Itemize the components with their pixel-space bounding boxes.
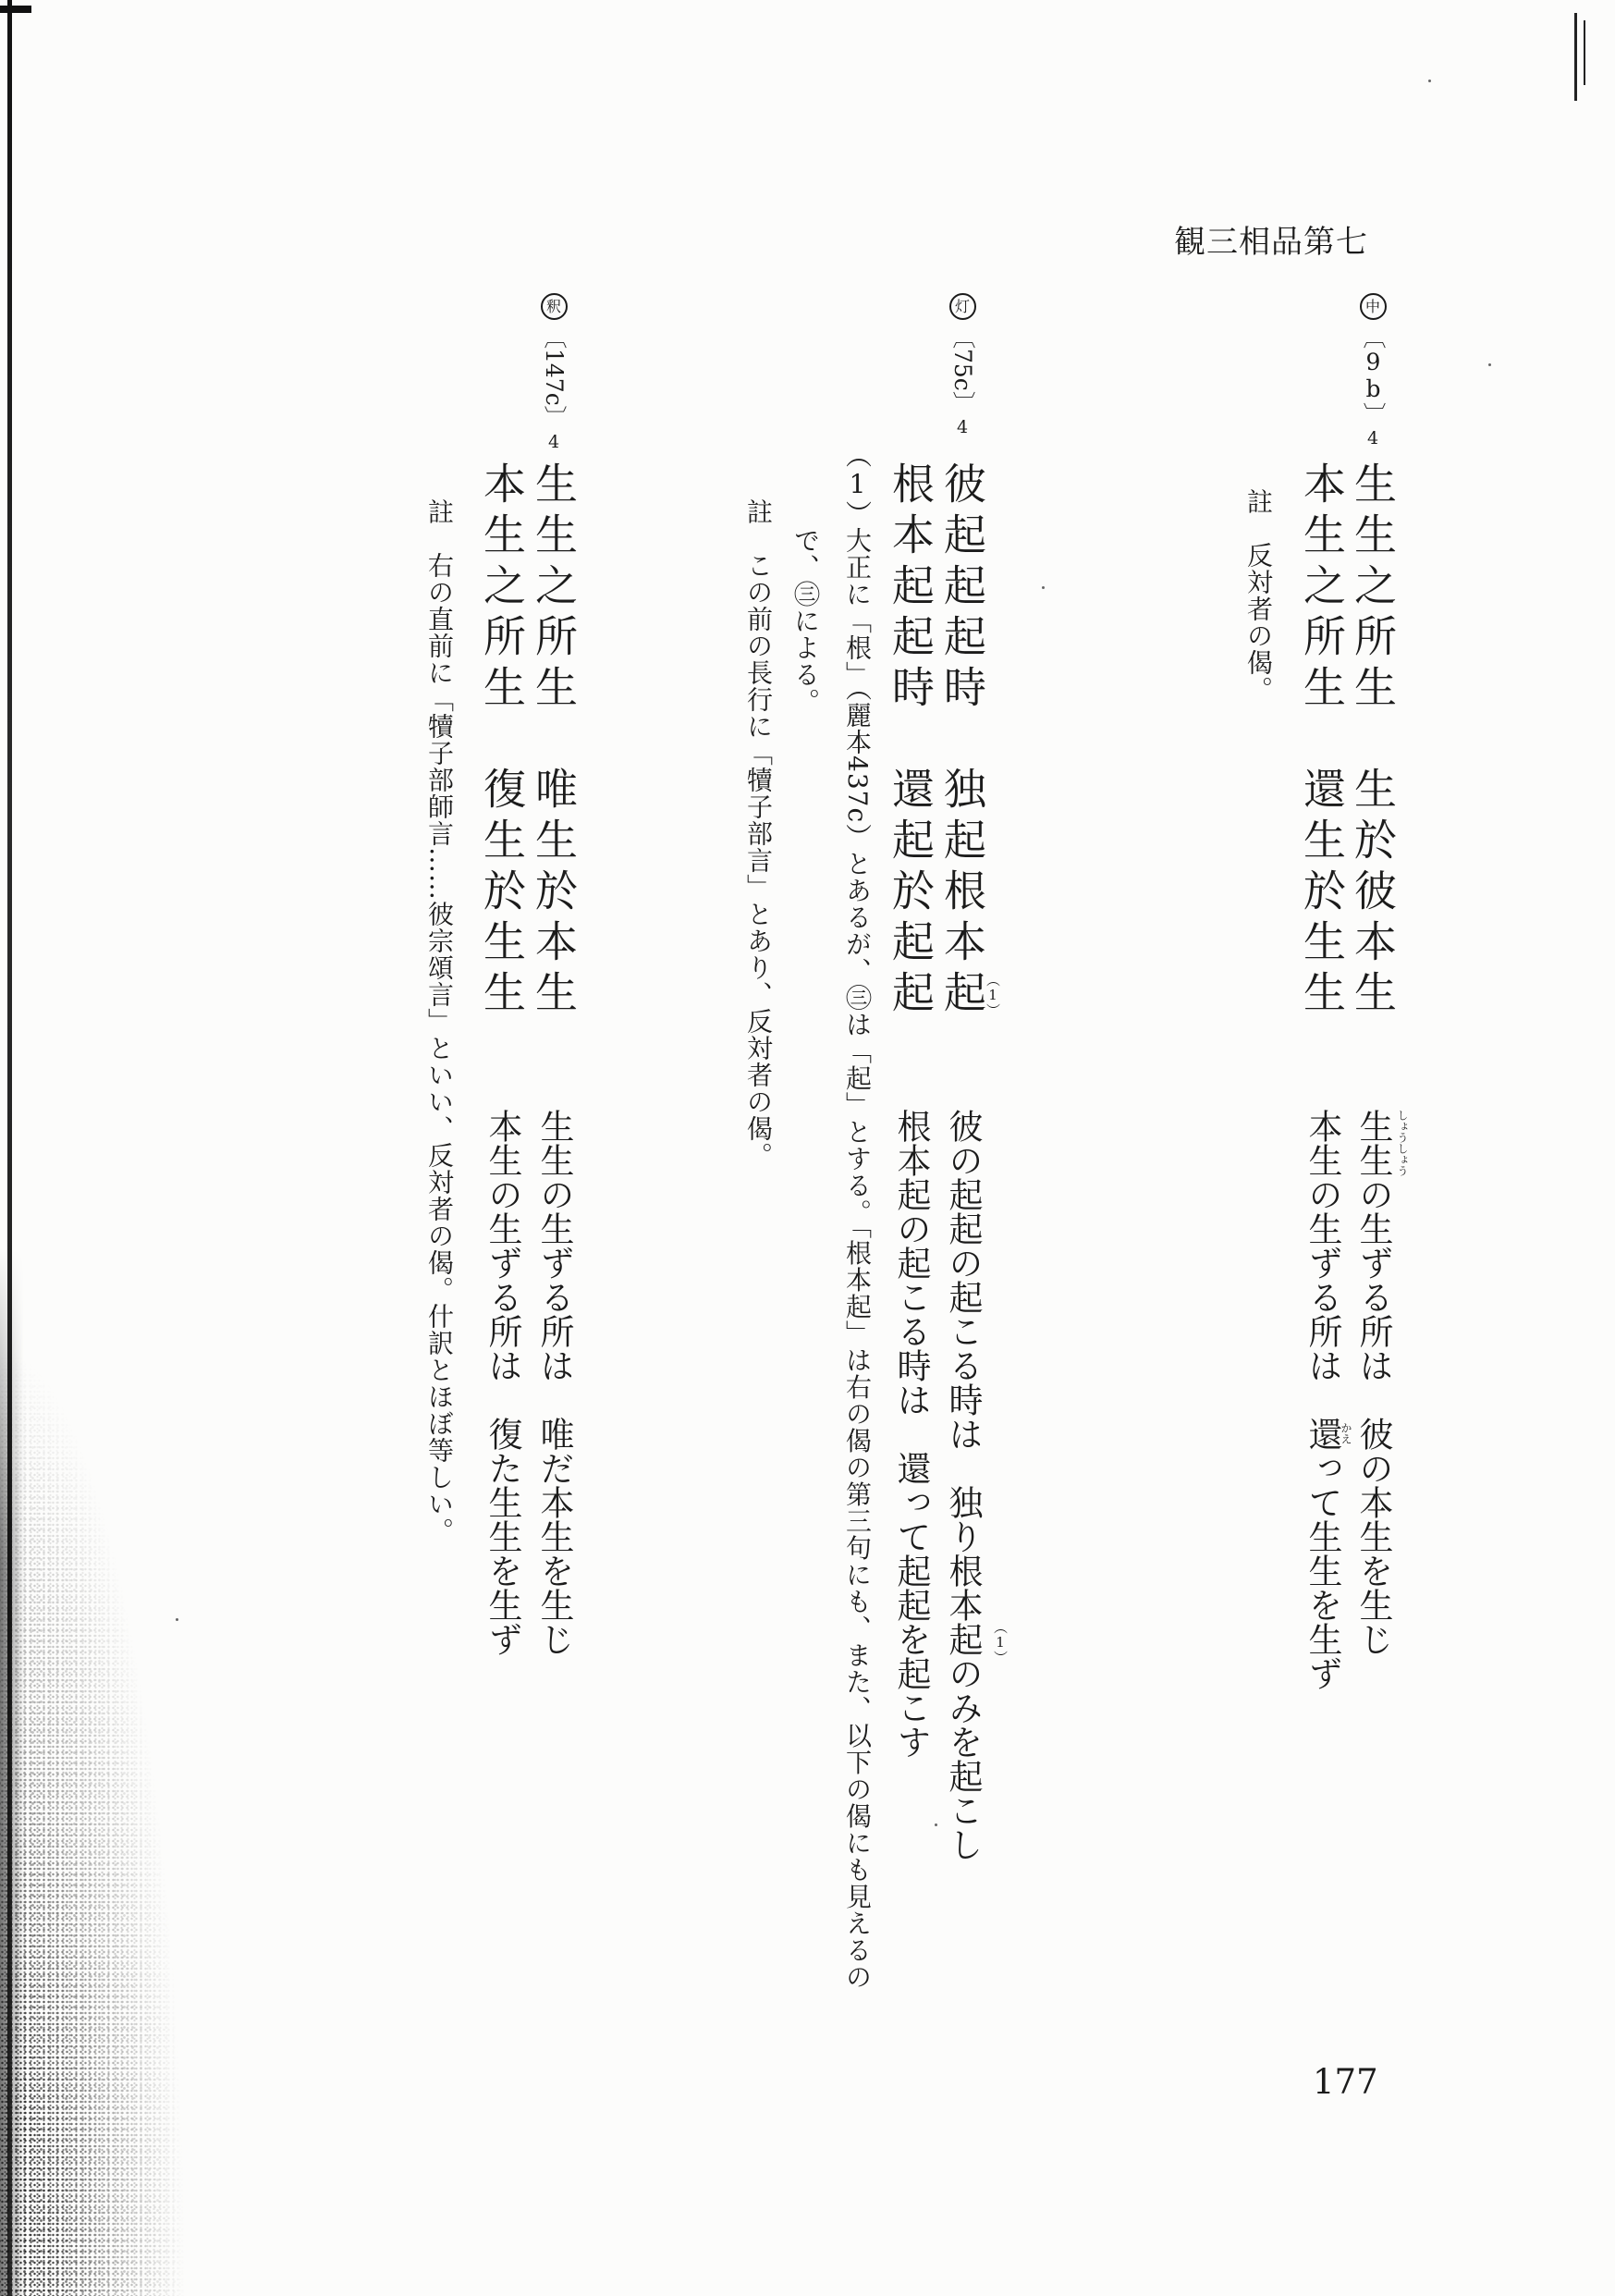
scan-right-mark xyxy=(1574,13,1577,101)
verse-line: 彼起起起時 独起根本起 xyxy=(937,461,987,1021)
scan-edge-shadow xyxy=(0,1248,24,2296)
scan-right-mark xyxy=(1584,20,1585,85)
footnote-text: 大正に「根」（麗本437c）とあるが、㊂は「起」とする。「根本起」は右の偈の第三句にも、また、以下の偈にも見えるの xyxy=(842,527,873,1991)
furigana: かえ xyxy=(1340,1422,1352,1444)
verse-line: 根本起起時 還起於起起 xyxy=(886,461,936,1021)
scan-corner-mark xyxy=(0,6,31,13)
furigana: しょうしょう xyxy=(1396,1110,1409,1176)
footnote xyxy=(841,442,873,1990)
source-marker xyxy=(1357,293,1389,448)
verse-line: 生生之所生 唯生於本生 xyxy=(529,461,579,1021)
footnote-reference: （1） xyxy=(985,973,1001,1017)
verse-line: 本生之所生 還生於生生 xyxy=(1297,461,1347,1021)
note: 註 反対者の偈。 xyxy=(1243,488,1274,703)
translation-line: 根本起の起こる時は 還って起起を起こす xyxy=(891,1109,931,1759)
scan-speck xyxy=(1428,80,1431,82)
translation-line: 本生の生ずる所は 還って生生を生ず xyxy=(1303,1109,1342,1690)
translation-line: 生生の生ずる所は 彼の本生を生じ xyxy=(1353,1109,1393,1656)
footnote-reference: （1） xyxy=(992,1620,1009,1664)
source-marker xyxy=(947,293,978,436)
taisho-reference: 〔9b〕 xyxy=(1360,325,1387,425)
source-marker xyxy=(538,293,569,451)
footnote-text: で、㊂による。 xyxy=(790,527,821,715)
scan-speck xyxy=(176,1618,178,1621)
translation-line: 彼の起起の起こる時は 独り根本起のみを起こし xyxy=(943,1109,983,1861)
verse-number: 4 xyxy=(956,416,969,437)
translation-line: 生生の生ずる所は 唯だ本生を生じ xyxy=(534,1109,574,1656)
page-number: 177 xyxy=(1313,2062,1378,2102)
scan-noise xyxy=(0,1350,185,2296)
translation-line: 本生の生ずる所は 復た生生を生ず xyxy=(483,1109,522,1656)
circled-source-mark: 中 xyxy=(1360,293,1387,320)
footnote-label: （1） xyxy=(842,442,873,527)
note: 註 右の直前に「犢子部師言……彼宗頌言」といい、反対者の偈。什訳とほぼ等しい。 xyxy=(424,498,455,1544)
verse-line: 生生之所生 生於彼本生 xyxy=(1348,461,1398,1021)
chapter-title: 観三相品第七 xyxy=(1174,224,1368,261)
taisho-reference: 〔75c〕 xyxy=(949,325,976,414)
scan-speck xyxy=(935,1823,937,1826)
verse-number: 4 xyxy=(547,431,560,452)
scan-speck xyxy=(1042,586,1045,589)
scan-left-edge-line xyxy=(7,0,12,2296)
verse-line: 本生之所生 復生於生生 xyxy=(477,461,527,1021)
circled-source-mark: 灯 xyxy=(949,293,976,320)
circled-source-mark: 釈 xyxy=(541,293,568,320)
scan-speck xyxy=(1488,363,1491,366)
note: 註 この前の長行に「犢子部言」とあり、反対者の偈。 xyxy=(743,498,774,1169)
verse-number: 4 xyxy=(1366,428,1379,448)
taisho-reference: 〔147c〕 xyxy=(541,325,568,429)
